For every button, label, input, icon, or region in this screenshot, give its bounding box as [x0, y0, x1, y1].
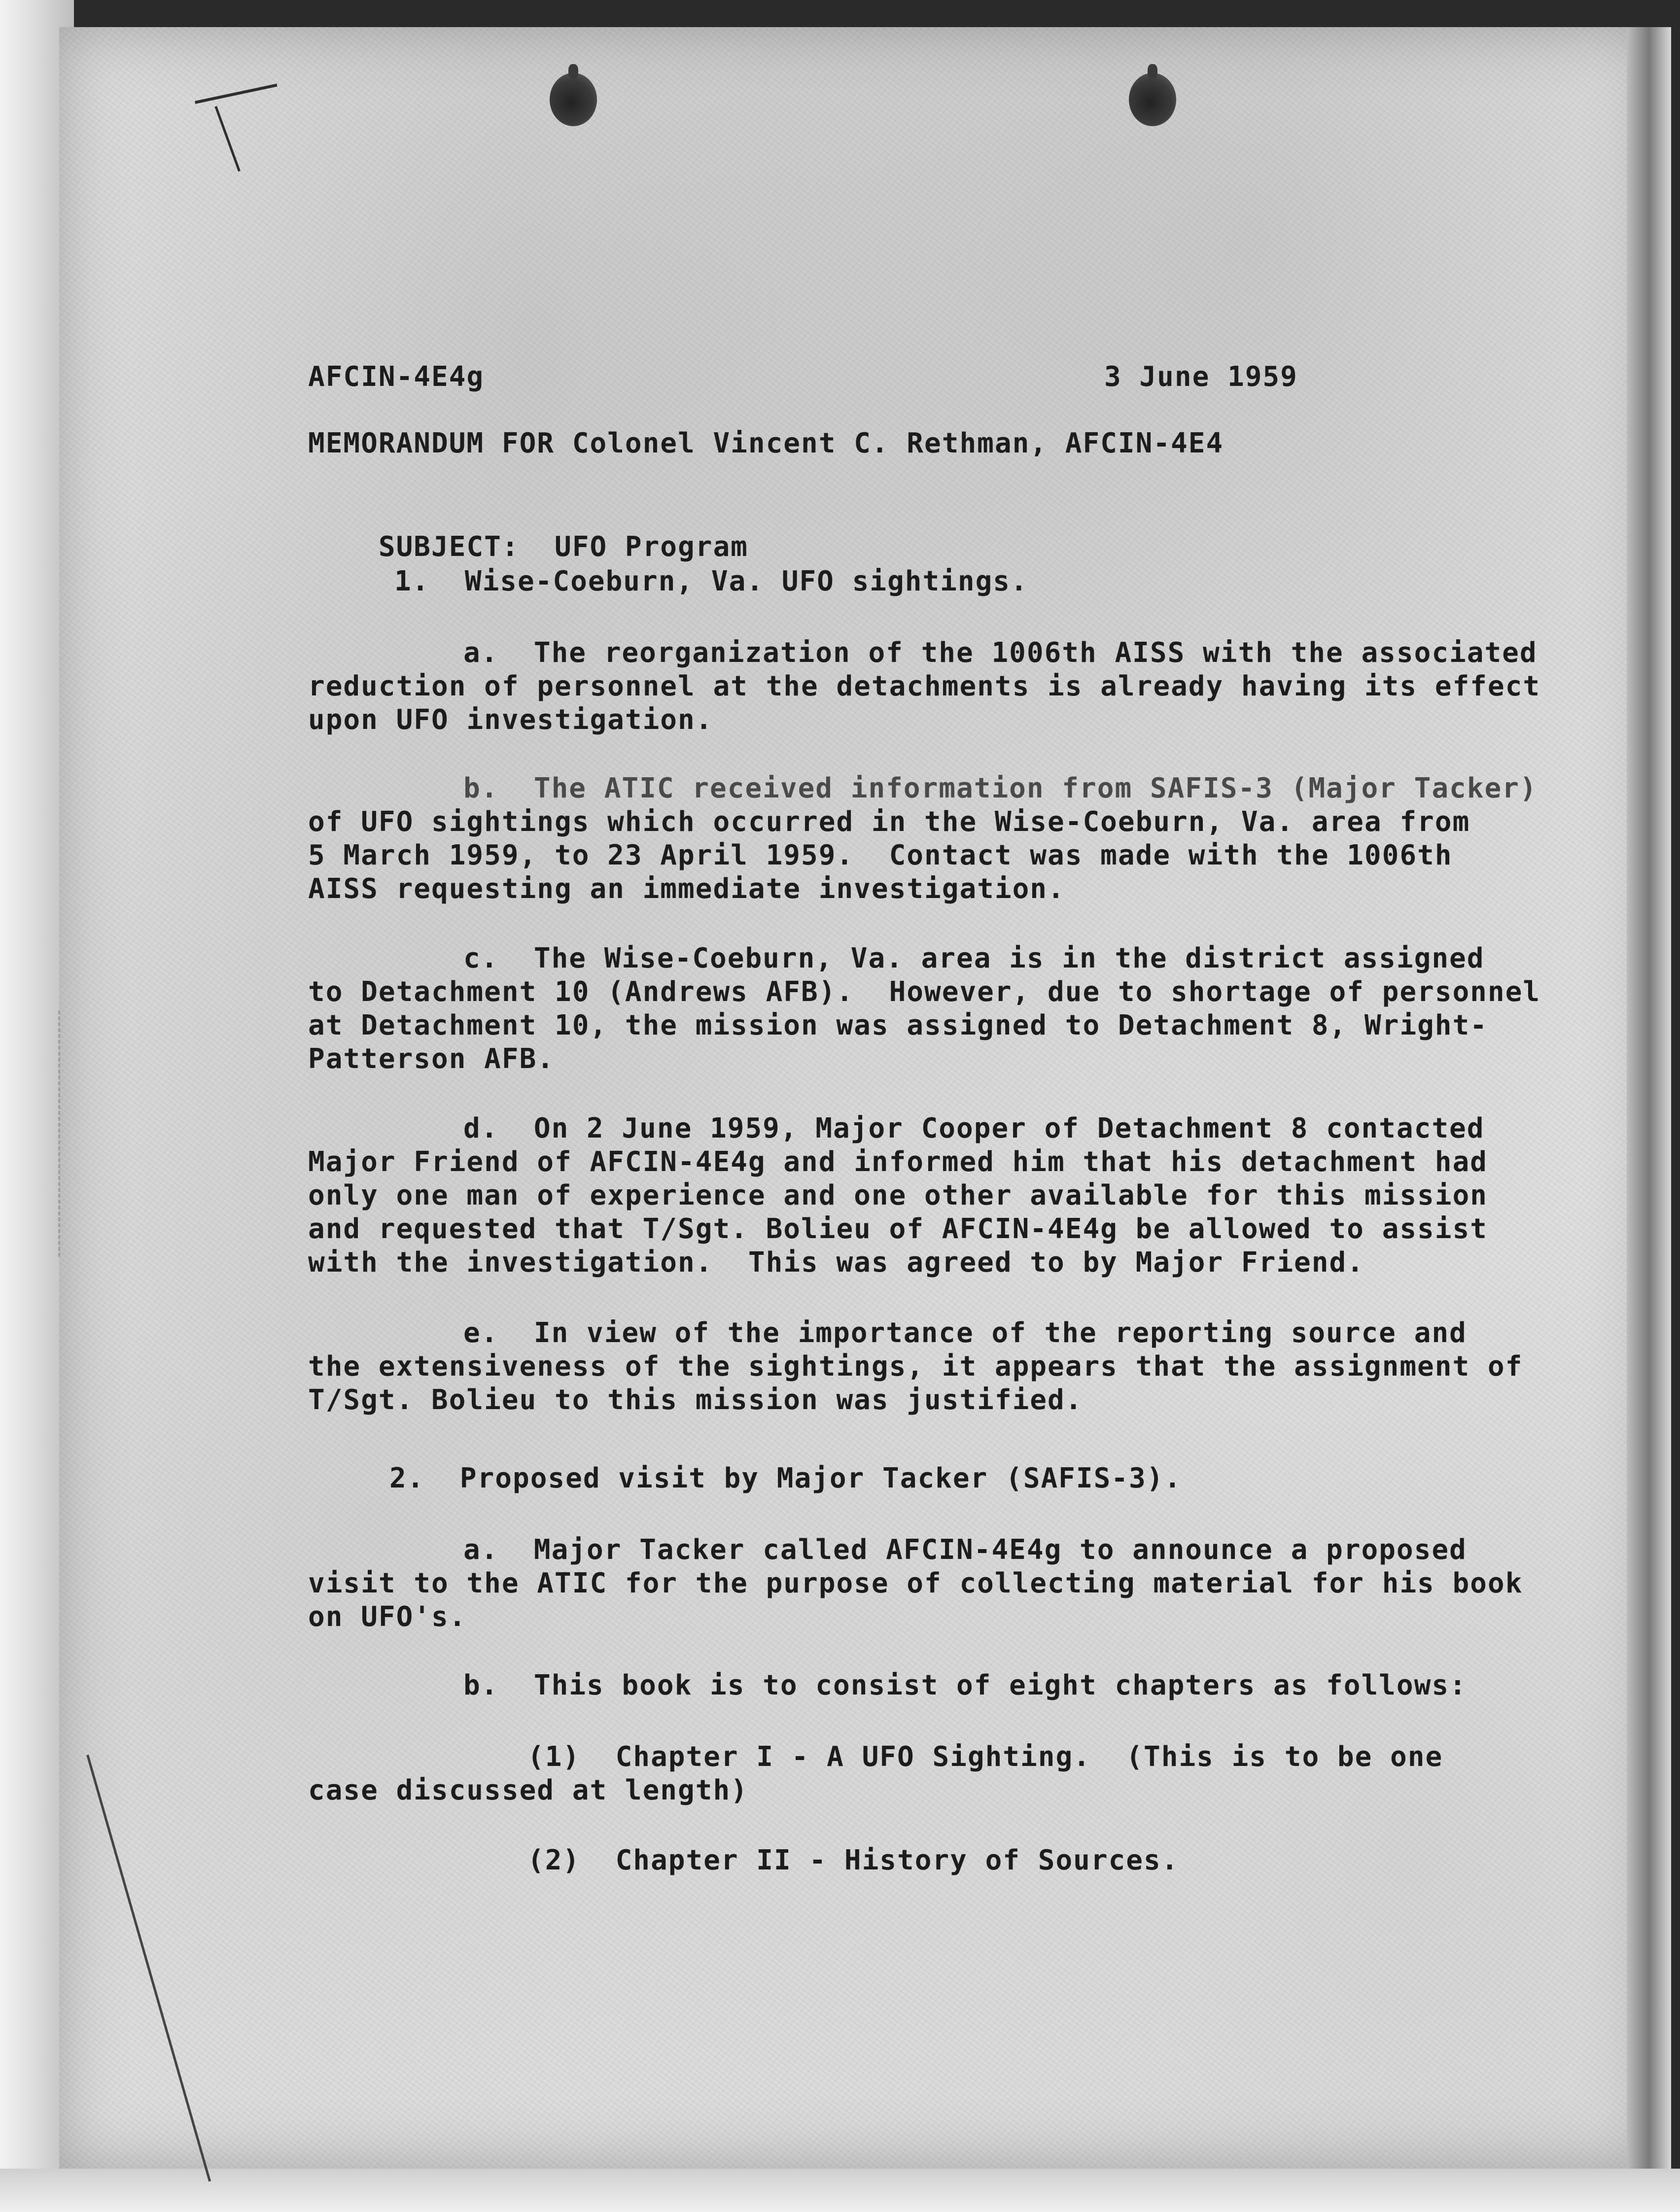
paragraph-line: AISS requesting an immediate investigation. [308, 873, 1065, 905]
paragraph-line: T/Sgt. Bolieu to this mission was justified. [308, 1384, 1083, 1416]
office-symbol: AFCIN-4E4g [308, 361, 485, 393]
paragraph-line: (1) Chapter I - A UFO Sighting. (This is to be one [527, 1741, 1443, 1773]
memo-date: 3 June 1959 [1104, 361, 1298, 393]
paragraph-line: visit to the ATIC for the purpose of collecting material for his book [308, 1567, 1523, 1599]
paragraph-line: reduction of personnel at the detachments is already having its effect [308, 670, 1541, 702]
paragraph-line: 5 March 1959, to 23 April 1959. Contact was made with the 1006th [308, 839, 1453, 871]
paragraph-line: of UFO sightings which occurred in the Wise-Coeburn, Va. area from [308, 806, 1470, 838]
paragraph-line: b. The ATIC received information from SAFIS-3 (Major Tacker) [463, 772, 1538, 804]
paragraph-line: Major Friend of AFCIN-4E4g and informed him that his detachment had [308, 1146, 1488, 1178]
paragraph-line: to Detachment 10 (Andrews AFB). However, due to shortage of personnel [308, 976, 1541, 1008]
paragraph-line: Patterson AFB. [308, 1043, 555, 1075]
paragraph-line: a. The reorganization of the 1006th AISS with the associated [463, 637, 1538, 669]
paragraph-line: e. In view of the importance of the reporting source and [463, 1317, 1467, 1349]
section-heading: 2. Proposed visit by Major Tacker (SAFIS-3). [389, 1462, 1182, 1494]
paragraph-line: upon UFO investigation. [308, 704, 713, 736]
subject-label: SUBJECT: [378, 531, 520, 563]
paragraph-line: with the investigation. This was agreed to by Major Friend. [308, 1246, 1365, 1279]
paragraph-line: (2) Chapter II - History of Sources. [527, 1844, 1179, 1876]
memorandum-for: MEMORANDUM FOR Colonel Vincent C. Rethman, AFCIN-4E4 [308, 427, 1224, 459]
paragraph-line: on UFO's. [308, 1601, 467, 1633]
paragraph-line: the extensiveness of the sightings, it appears that the assignment of [308, 1350, 1523, 1382]
paragraph-line: c. The Wise-Coeburn, Va. area is in the district assigned [463, 942, 1485, 974]
paragraph-line: d. On 2 June 1959, Major Cooper of Detachment 8 contacted [463, 1112, 1485, 1144]
paragraph-line: case discussed at length) [308, 1774, 748, 1806]
section-heading: 1. Wise-Coeburn, Va. UFO sightings. [394, 565, 1028, 597]
paragraph-line: a. Major Tacker called AFCIN-4E4g to announce a proposed [463, 1534, 1467, 1566]
paragraph-line: at Detachment 10, the mission was assigned to Detachment 8, Wright- [308, 1009, 1488, 1041]
paragraph-line: b. This book is to consist of eight chapters as follows: [463, 1669, 1467, 1701]
paragraph-line: only one man of experience and one other available for this mission [308, 1179, 1488, 1211]
subject-value: UFO Program [555, 531, 748, 563]
paragraph-line: and requested that T/Sgt. Bolieu of AFCIN-4E4g be allowed to assist [308, 1213, 1488, 1245]
